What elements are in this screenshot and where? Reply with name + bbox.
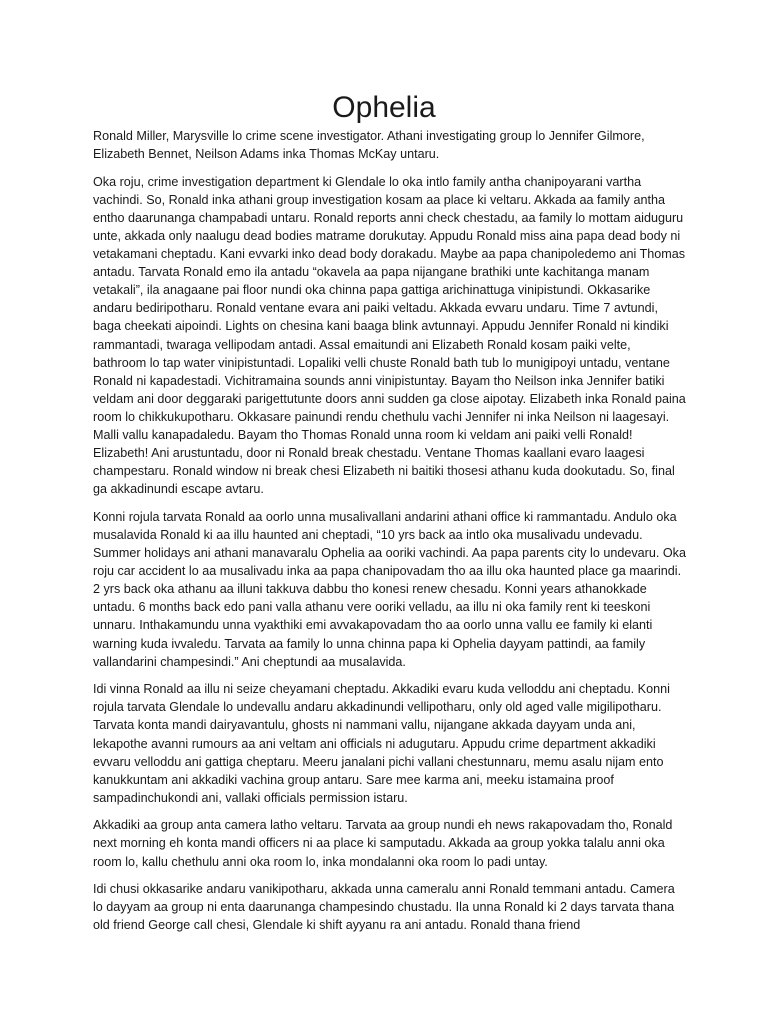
document-body: [93, 127, 687, 944]
document-title: Ophelia: [332, 91, 436, 124]
paragraph-old-woman-story: Konni rojula tarvata Ronald aa oorlo unna musalivallani andarini athani office ki rammantadu. Andulo oka musalavida Ronald ki aa illu haunted ani cheptadi, “10 yrs back aa intlo oka musalivadu undevadu. Summer holidays ani athani manavaralu Ophelia aa ooriki vachindi. Aa papa parents city lo undevaru. Oka roju car accident lo aa musalivadu inka aa papa chanipovadam tho aa illu oka haunted place ga maarindi. 2 yrs back oka athanu aa illuni takkuva dabbu tho konesi renew chesadu. Konni years athanokkade untadu. 6 months back edo pani valla athanu vere ooriki velladu, aa illu ni oka family rent ki teeskoni unnaru. Inthakamundu unna vyakthiki emi avvakapovadam tho aa oorlo unna vallu ee family ki elanti warning kuda ivvaledu. Tarvata aa family lo unna chinna papa ki Ophelia dayyam pattindi, aa family vallandarini champesindi.” Ani cheptundi aa musalavida.: [93, 509, 686, 669]
paragraph-seize-house: Idi vinna Ronald aa illu ni seize cheyamani cheptadu. Akkadiki evaru kuda velloddu ani cheptadu. Konni rojula tarvata Glendale lo undevallu andaru akkadinundi vellipotharu, only old aged valle migilipotharu. Tarvata konta mandi dairyavantulu, ghosts ni nammani vallu, nijangane akkada dayyam unda ani, lekapothe avanni rumours aa ani veltam ani officials ni adugutaru. Appudu crime department akkadiki evvaru velloddu ani gattiga cheptaru. Meeru janalani pichi vallani chestunnaru, memu asalu nijam ento kanukkuntam ani akkadiki vachina group antaru. Sare mee karma ani, meeku istamaina proof sampadinchukondi ani, vallaki officials permission istaru.: [93, 682, 670, 805]
paragraph-aftermath: Idi chusi okkasarike andaru vanikipotharu, akkada unna cameralu anni Ronald temmani antadu. Camera lo dayyam aa group ni enta daarunanga champesindo chustadu. Ila unna Ronald ki 2 days tarvata thana old friend George call chesi, Glendale ki shift ayyanu ra ani antadu. Ronald thana friend: [93, 882, 675, 933]
paragraph-intro: Ronald Miller, Marysville lo crime scene investigator. Athani investigating group lo Jennifer Gilmore, Elizabeth Bennet, Neilson Adams inka Thomas McKay untaru.: [93, 129, 645, 162]
paragraph-camera-group: Akkadiki aa group anta camera latho veltaru. Tarvata aa group nundi eh news rakapovadam tho, Ronald next morning eh konta mandi officers ni aa place ki samputadu. Akkada aa group yokka talalu anni oka room lo, kallu chethulu anni oka room lo, inka mondalanni oka room lo padi untay.: [93, 818, 673, 869]
paragraph-investigation: Oka roju, crime investigation department ki Glendale lo oka intlo family antha chanipoyarani vartha vachindi. So, Ronald inka athani group investigation kosam aa place ki veltaru. Akkada aa family antha entho daarunanga champabadi untaru. Ronald reports anni check chestadu, aa family lo mottam aiduguru unte, akkada only naalugu dead bodies matrame dorukutay. Appudu Ronald miss aina papa dead body ni vetakamani cheptadu. Kani evvarki inko dead body dorakadu. Maybe aa papa chanipoledemo ani Thomas antadu. Tarvata Ronald emo ila antadu “okavela aa papa nijangane brathiki unte kachitanga manam vetakali”, ila anagaane pai floor nundi oka chinna papa gattiga arichinattuga vinipistundi. Okkasarike andaru bediripotharu. Ronald ventane evara ani paiki veltadu. Akkada evvaru undaru. Time 7 avtundi, baga cheekati aipoindi. Lights on chesina kani baaga blink avtunnayi. Appudu Jennifer Ronald ni kindiki rammantadi, twaraga vellipodam antadi. Assal emaitundi ani Elizabeth Ronald kosam paiki velte, bathroom lo tap water vinipistuntadi. Lopaliki velli chuste Ronald bath tub lo munigipoyi untadu, ventane Ronald ni kapadestadi. Vichitramaina sounds anni vinipistuntay. Bayam tho Neilson inka Jennifer batiki veldam ani door deggaraki parigettutunte doors anni sudden ga close aipotay. Elizabeth inka Ronald paina room lo chikkukupotharu. Okkasare painundi rendu chethulu vachi Jennifer ni inka Neilson ni laagesayi. Malli vallu kanapadaledu. Bayam tho Thomas Ronald unna room ki veldam ani paiki velli Ronald! Elizabeth! Ani arustuntadu, door ni Ronald break chestadu. Ventane Thomas kaallani evaro laagesi champestaru. Ronald window ni break chesi Elizabeth ni baitiki thosesi athanu kuda dookutadu. So, final ga akkadinundi escape avtaru.: [93, 174, 686, 497]
